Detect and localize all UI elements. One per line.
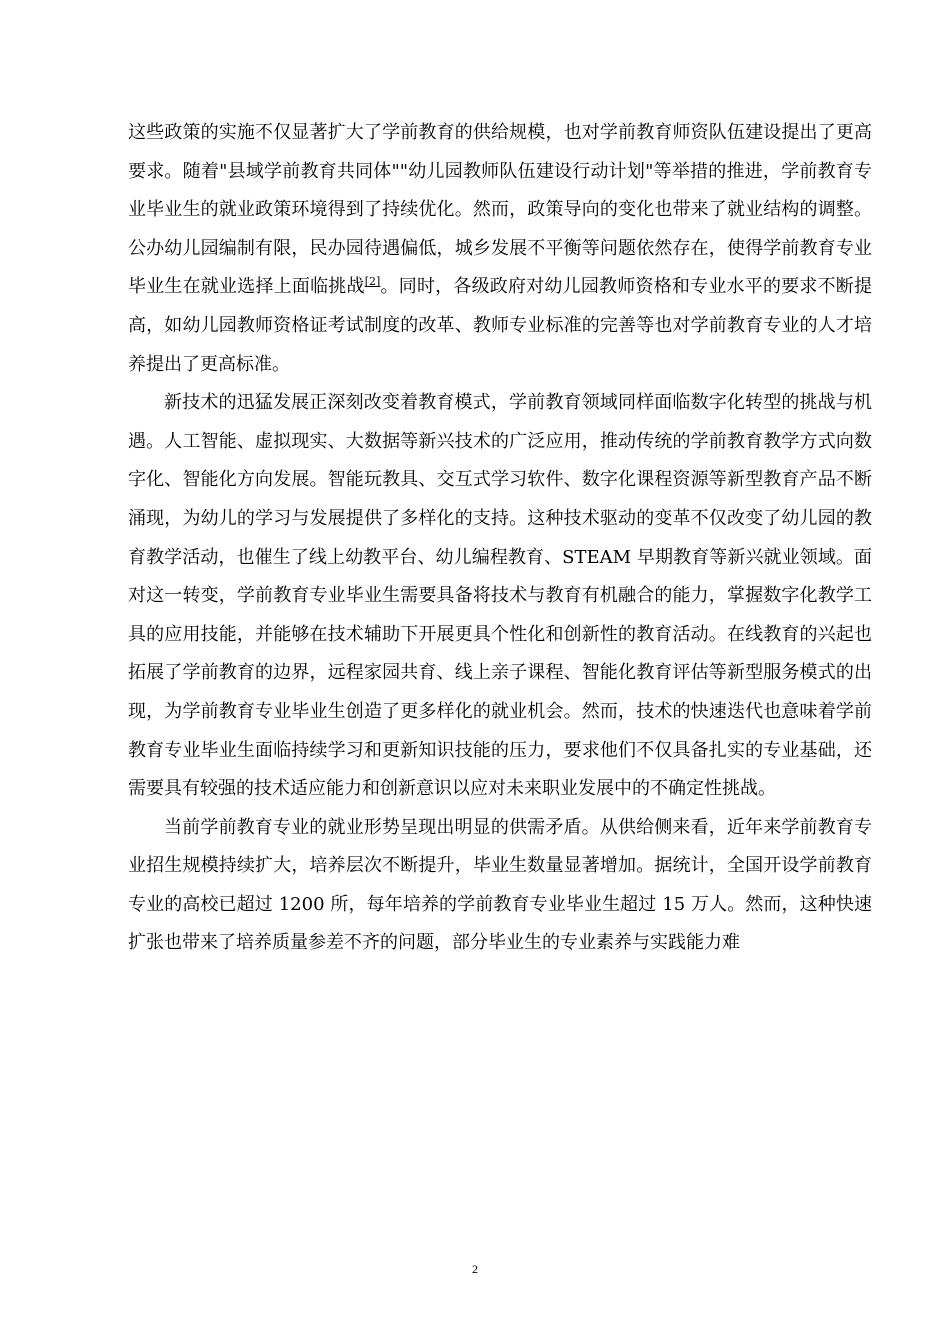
paragraph-policy: [128, 114, 872, 384]
citation-reference[interactable]: [2]: [364, 275, 381, 289]
document-body: [128, 114, 872, 963]
paragraph-technology: 新技术的迅猛发展正深刻改变着教育模式，学前教育领域同样面临数字化转型的挑战与机遇。人工智能、虚拟现实、大数据等新兴技术的广泛应用，推动传统的学前教育教学方式向数字化、智能化方向发展。智能玩教具、交互式学习软件、数字化课程资源等新型教育产品不断涌现，为幼儿的学习与发展提供了多样化的支持。这种技术驱动的变革不仅改变了幼儿园的教育教学活动，也催生了线上幼教平台、幼儿编程教育、STEAM 早期教育等新兴就业领域。面对这一转变，学前教育专业毕业生需要具备将技术与教育有机融合的能力，掌握数字化教学工具的应用技能，并能够在技术辅助下开展更具个性化和创新性的教育活动。在线教育的兴起也拓展了学前教育的边界，远程家园共育、线上亲子课程、智能化教育评估等新型服务模式的出现，为学前教育专业毕业生创造了更多样化的就业机会。然而，技术的快速迭代也意味着学前教育专业毕业生面临持续学习和更新知识技能的压力，要求他们不仅具备扎实的专业基础，还需要具有较强的技术适应能力和创新意识以应对未来职业发展中的不确定性挑战。: [128, 392, 872, 800]
paragraph-text: 。同时，各级政府对幼儿园教师资格和专业水平的要求不断提高，如幼儿园教师资格证考试制度的改革、教师专业标准的完善等也对学前教育专业的人才培养提出了更高标准。: [128, 276, 872, 375]
paragraph-text: 这些政策的实施不仅显著扩大了学前教育的供给规模，也对学前教育师资队伍建设提出了更高要求。随着"县域学前教育共同体""幼儿园教师队伍建设行动计划"等举措的推进，学前教育专业毕业生的就业政策环境得到了持续优化。然而，政策导向的变化也带来了就业结构的调整。公办幼儿园编制有限，民办园待遇偏低，城乡发展不平衡等问题依然存在，使得学前教育专业毕业生在就业选择上面临挑战: [128, 122, 872, 298]
paragraph-employment: 当前学前教育专业的就业形势呈现出明显的供需矛盾。从供给侧来看，近年来学前教育专业招生规模持续扩大，培养层次不断提升，毕业生数量显著增加。据统计，全国开设学前教育专业的高校已超过 1200 所，每年培养的学前教育专业毕业生超过 15 万人。然而，这种快速扩张也带来了培养质量参差不齐的问题，部分毕业生的专业素养与实践能力难: [128, 816, 872, 954]
page-number: 2: [472, 1262, 478, 1276]
